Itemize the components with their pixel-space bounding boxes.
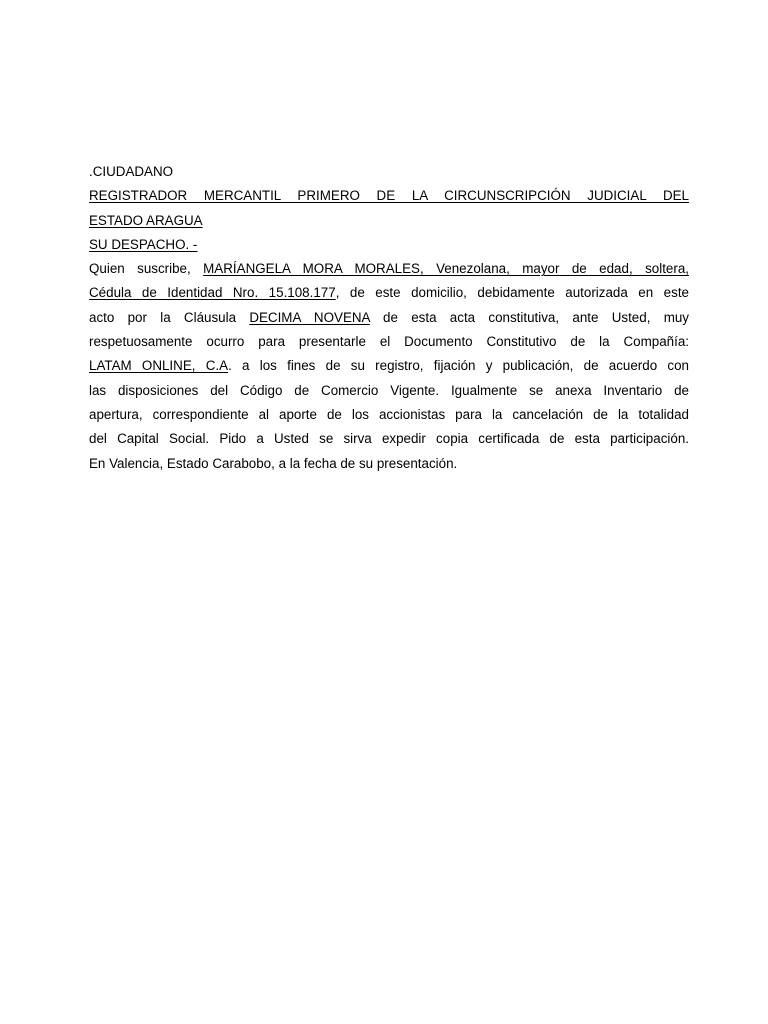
letter-document (89, 160, 689, 476)
body-line-3 (89, 306, 689, 330)
body-text: . a los fines de su registro, fijación y publicación, de acuerdo con (228, 358, 689, 374)
body-line-1 (89, 257, 689, 281)
body-text: Quien suscribe, (89, 261, 204, 277)
body-line-4: respetuosamente ocurro para presentarle el Documento Constitutivo de la Compañía: (89, 334, 689, 350)
body-line-9: En Valencia, Estado Carabobo, a la fecha de su presentación. (89, 455, 458, 471)
signatory-details: MARÍANGELA MORA MORALES, Venezolana, mayor de edad, soltera, (203, 261, 689, 277)
body-text: acto por la Cláusula (89, 309, 250, 325)
recipient-line-2: ESTADO ARAGUA (89, 212, 203, 228)
body-line-8: del Capital Social. Pido a Usted se sirva expedir copia certificada de esta participación. (89, 431, 689, 447)
office-line: SU DESPACHO. - (89, 236, 198, 252)
body-line-6: las disposiciones del Código de Comercio Vigente. Igualmente se anexa Inventario de (89, 382, 689, 398)
body-text: , de este domicilio, debidamente autorizada en este (335, 285, 689, 301)
body-text: de esta acta constitutiva, ante Usted, muy (369, 309, 689, 325)
body-line-5 (89, 354, 689, 378)
company-name: LATAM ONLINE, C.A (89, 358, 229, 374)
clause-name: DECIMA NOVENA (249, 309, 370, 325)
body-line-7: apertura, correspondiente al aporte de los accionistas para la cancelación de la totalidad (89, 406, 689, 422)
salutation: .CIUDADANO (89, 164, 174, 179)
recipient-line-1: REGISTRADOR MERCANTIL PRIMERO DE LA CIRCUNSCRIPCIÓN JUDICIAL DEL (89, 188, 689, 204)
body-line-2 (89, 281, 689, 305)
id-number: Cédula de Identidad Nro. 15.108.177 (89, 285, 336, 301)
